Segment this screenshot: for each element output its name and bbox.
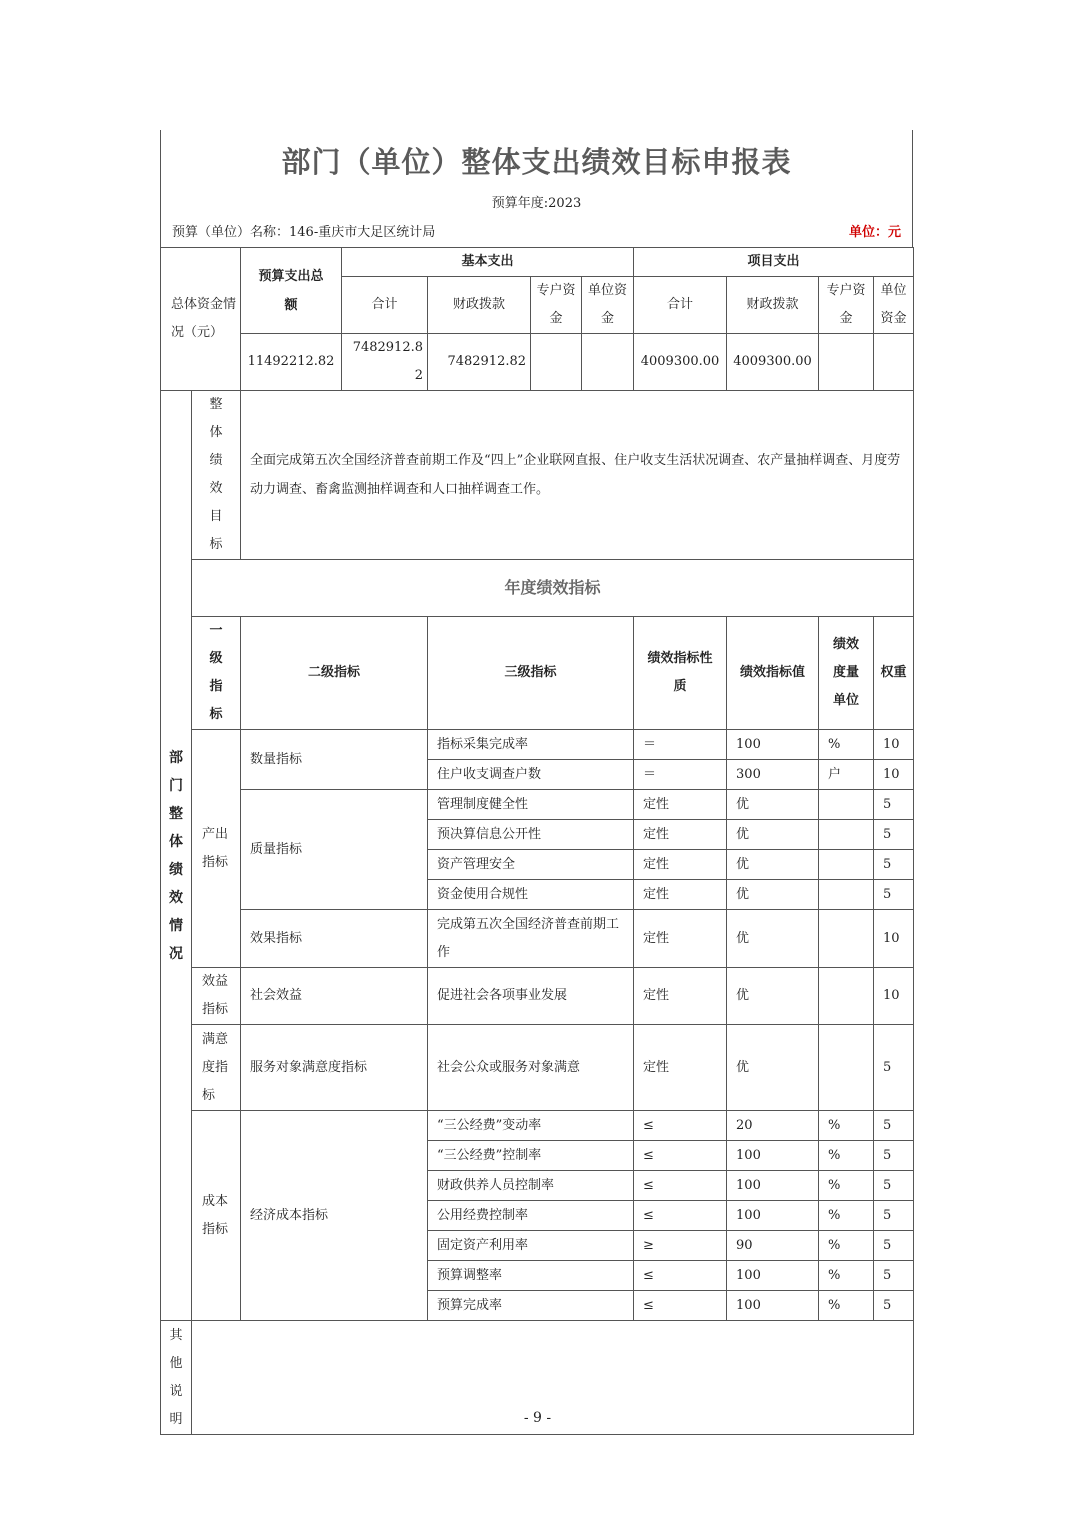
project-special-value [819, 334, 874, 391]
indicator-name: 促进社会各项事业发展 [428, 968, 634, 1025]
project-subtotal-value: 4009300.00 [634, 334, 727, 391]
page-number: - 9 - [523, 1410, 552, 1426]
indicator-name: 预决算信息公开性 [428, 820, 634, 850]
indicator-name: 住户收支调查户数 [428, 760, 634, 790]
unit-name: 预算（单位）名称：146-重庆市大足区统计局 [172, 225, 436, 240]
indicator-unit [819, 1025, 874, 1111]
indicator-unit [819, 790, 874, 820]
indicator-weight: 5 [874, 1231, 914, 1261]
indicator-value: 100 [727, 1291, 819, 1321]
indicator-name: 固定资产利用率 [428, 1231, 634, 1261]
indicator-name: “三公经费”变动率 [428, 1111, 634, 1141]
project-unit-header: 单位资金 [874, 277, 914, 334]
indicator-unit [819, 910, 874, 968]
indicator-nature: 定性 [634, 968, 727, 1025]
indicator-unit: % [819, 1171, 874, 1201]
level3-header: 三级指标 [428, 617, 634, 730]
indicator-unit [819, 968, 874, 1025]
project-fiscal-header: 财政拨款 [727, 277, 819, 334]
indicator-name: 预算调整率 [428, 1261, 634, 1291]
indicator-nature: ≤ [634, 1201, 727, 1231]
indicator-weight: 5 [874, 1111, 914, 1141]
indicator-nature: ≤ [634, 1291, 727, 1321]
indicator-nature: ≥ [634, 1231, 727, 1261]
funds-row-label: 总体资金情况（元） [161, 248, 241, 391]
indicator-nature: 定性 [634, 820, 727, 850]
indicator-weight: 5 [874, 1201, 914, 1231]
indicator-nature: 定性 [634, 850, 727, 880]
indicator-unit [819, 850, 874, 880]
indicator-weight: 5 [874, 850, 914, 880]
project-subtotal-header: 合计 [634, 277, 727, 334]
indicator-nature: ≤ [634, 1141, 727, 1171]
indicator-weight: 5 [874, 1171, 914, 1201]
subgroup-quantity: 数量指标 [241, 730, 428, 790]
indicator-value: 优 [727, 880, 819, 910]
subgroup-quality: 质量指标 [241, 790, 428, 910]
total-budget-header: 预算支出总额 [241, 248, 342, 334]
performance-table [160, 247, 914, 1435]
indicator-value: 优 [727, 968, 819, 1025]
level2-header: 二级指标 [241, 617, 428, 730]
indicator-nature: ≤ [634, 1111, 727, 1141]
indicator-nature: ＝ [634, 730, 727, 760]
indicator-name: 公用经费控制率 [428, 1201, 634, 1231]
goal-label: 整体绩效目标 [192, 391, 241, 560]
indicator-value: 100 [727, 1171, 819, 1201]
indicator-weight: 5 [874, 820, 914, 850]
group-satisfaction: 满意度指标 [192, 1025, 241, 1111]
indicator-weight: 5 [874, 1141, 914, 1171]
indicator-value: 优 [727, 1025, 819, 1111]
indicator-value: 100 [727, 730, 819, 760]
group-benefit: 效益指标 [192, 968, 241, 1025]
indicator-unit: % [819, 1261, 874, 1291]
indicator-unit: % [819, 1201, 874, 1231]
indicator-nature: ≤ [634, 1261, 727, 1291]
indicator-weight: 5 [874, 880, 914, 910]
indicator-value: 优 [727, 790, 819, 820]
subgroup-service: 服务对象满意度指标 [241, 1025, 428, 1111]
indicator-unit: % [819, 1231, 874, 1261]
indicator-name: 社会公众或服务对象满意 [428, 1025, 634, 1111]
indicator-unit: % [819, 1291, 874, 1321]
indicator-nature: ＝ [634, 760, 727, 790]
basic-subtotal-header: 合计 [342, 277, 428, 334]
budget-year: 预算年度:2023 [491, 196, 582, 211]
indicator-weight: 5 [874, 1261, 914, 1291]
indicator-name: 预算完成率 [428, 1291, 634, 1321]
indicator-weight: 10 [874, 730, 914, 760]
indicator-nature: 定性 [634, 910, 727, 968]
weight-header: 权重 [874, 617, 914, 730]
indicator-value: 100 [727, 1141, 819, 1171]
indicator-weight: 10 [874, 760, 914, 790]
indicator-value: 100 [727, 1261, 819, 1291]
group-cost: 成本指标 [192, 1111, 241, 1321]
indicator-unit: 户 [819, 760, 874, 790]
indicator-weight: 10 [874, 968, 914, 1025]
value-header: 绩效指标值 [727, 617, 819, 730]
indicator-value: 100 [727, 1201, 819, 1231]
basic-unit-value [582, 334, 634, 391]
project-expenditure-header: 项目支出 [634, 248, 914, 277]
indicator-name: 管理制度健全性 [428, 790, 634, 820]
indicator-name: “三公经费”控制率 [428, 1141, 634, 1171]
indicator-weight: 5 [874, 1025, 914, 1111]
indicator-weight: 10 [874, 910, 914, 968]
total-budget-value: 11492212.82 [241, 334, 342, 391]
indicator-unit [819, 820, 874, 850]
indicator-name: 完成第五次全国经济普查前期工作 [428, 910, 634, 968]
indicator-nature: 定性 [634, 880, 727, 910]
dept-performance-label: 部门整体绩效情况 [161, 391, 192, 1321]
nature-header: 绩效指标性质 [634, 617, 727, 730]
basic-subtotal-value: 7482912.82 [342, 334, 428, 391]
indicator-name: 资产管理安全 [428, 850, 634, 880]
indicator-name: 财政供养人员控制率 [428, 1171, 634, 1201]
indicator-value: 优 [727, 850, 819, 880]
indicator-nature: ≤ [634, 1171, 727, 1201]
other-notes-label: 其他说明 [161, 1321, 192, 1435]
indicator-weight: 5 [874, 790, 914, 820]
group-output: 产出指标 [192, 730, 241, 968]
indicator-value: 300 [727, 760, 819, 790]
indicator-unit: % [819, 1111, 874, 1141]
project-unit-value [874, 334, 914, 391]
project-special-header: 专户资金 [819, 277, 874, 334]
indicator-unit: % [819, 1141, 874, 1171]
basic-expenditure-header: 基本支出 [342, 248, 634, 277]
level1-header: 一级指标 [192, 617, 241, 730]
indicator-nature: 定性 [634, 1025, 727, 1111]
annual-indicators-title: 年度绩效指标 [192, 560, 914, 617]
subgroup-economic: 经济成本指标 [241, 1111, 428, 1321]
currency-unit-label: 单位：元 [848, 225, 901, 240]
basic-special-header: 专户资金 [531, 277, 582, 334]
indicator-unit [819, 880, 874, 910]
basic-unit-header: 单位资金 [582, 277, 634, 334]
basic-fiscal-header: 财政拨款 [428, 277, 531, 334]
indicator-name: 资金使用合规性 [428, 880, 634, 910]
indicator-value: 20 [727, 1111, 819, 1141]
indicator-nature: 定性 [634, 790, 727, 820]
indicator-value: 优 [727, 910, 819, 968]
page-title: 部门（单位）整体支出绩效目标申报表 [281, 145, 792, 179]
goal-text: 全面完成第五次全国经济普查前期工作及“四上”企业联网直报、住户收支生活状况调查、农产量抽样调查、月度劳动力调查、畜禽监测抽样调查和人口抽样调查工作。 [241, 391, 914, 560]
indicator-unit: % [819, 730, 874, 760]
indicator-name: 指标采集完成率 [428, 730, 634, 760]
indicator-weight: 5 [874, 1291, 914, 1321]
unit-header: 绩效度量单位 [819, 617, 874, 730]
subgroup-effect: 效果指标 [241, 910, 428, 968]
indicator-value: 90 [727, 1231, 819, 1261]
basic-fiscal-value: 7482912.82 [428, 334, 531, 391]
basic-special-value [531, 334, 582, 391]
project-fiscal-value: 4009300.00 [727, 334, 819, 391]
indicator-value: 优 [727, 820, 819, 850]
subgroup-social: 社会效益 [241, 968, 428, 1025]
